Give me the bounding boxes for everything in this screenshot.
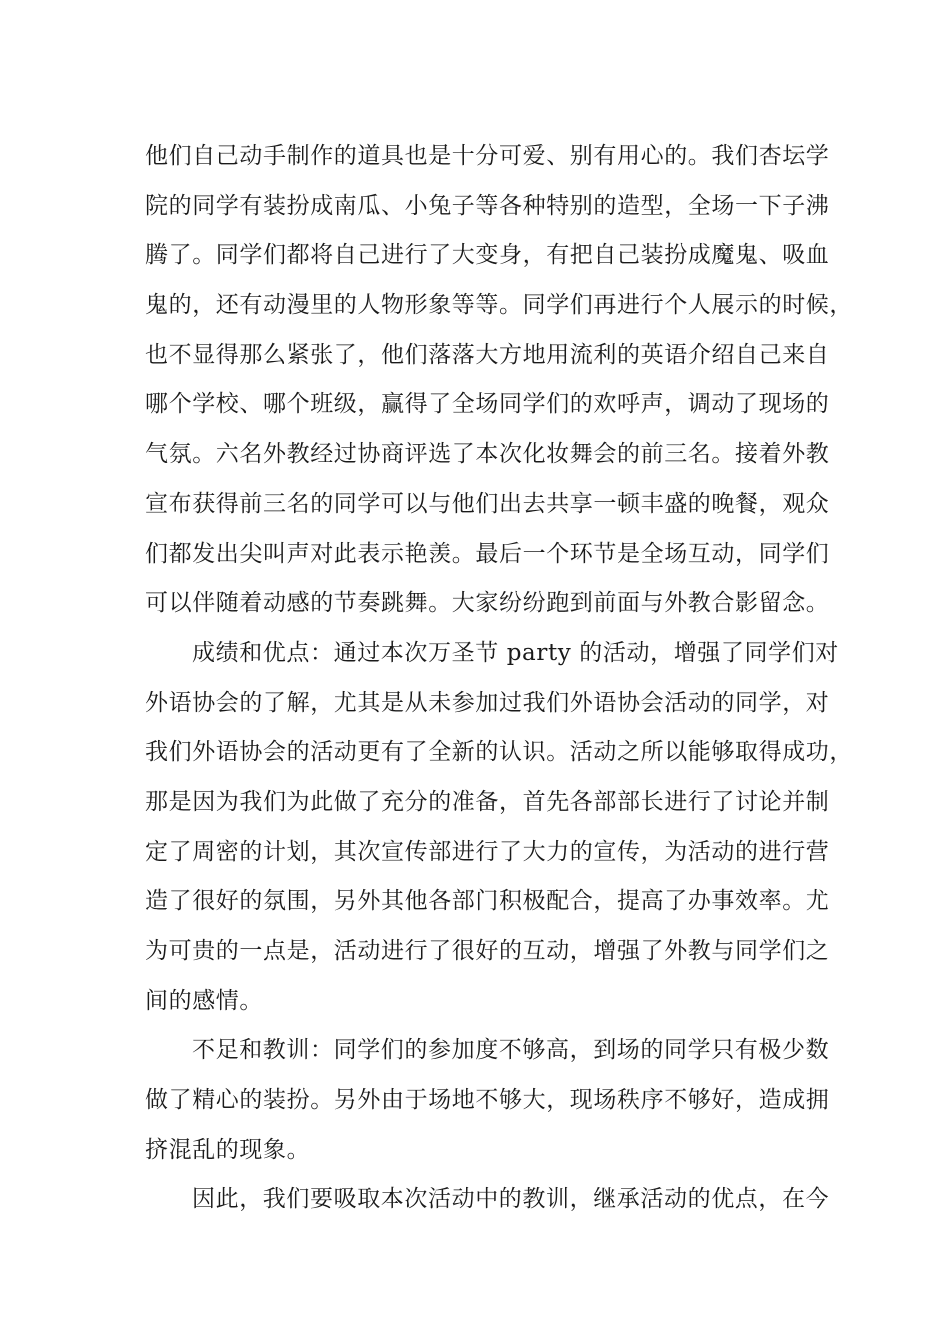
text-line: 可以伴随着动感的节奏跳舞。大家纷纷跑到前面与外教合影留念。 [145,590,830,617]
text-line: 挤混乱的现象。 [145,1136,311,1163]
text-line: 成绩和优点：通过本次万圣节 party 的活动，增强了同学们对 [192,639,839,666]
text-line: 气氛。六名外教经过协商评选了本次化妆舞会的前三名。接着外教 [145,441,830,468]
document-body [145,132,853,1225]
text-line: 定了周密的计划，其次宣传部进行了大力的宣传，为活动的进行营 [145,838,830,865]
text-line: 也不显得那么紧张了，他们落落大方地用流利的英语介绍自己来自 [145,341,830,368]
text-line: 宣布获得前三名的同学可以与他们出去共享一顿丰盛的晚餐，观众 [145,490,830,517]
text-line: 不足和教训：同学们的参加度不够高，到场的同学只有极少数 [192,1037,830,1064]
text-line: 做了精心的装扮。另外由于场地不够大，现场秩序不够好，造成拥 [145,1087,830,1114]
text-line: 他们自己动手制作的道具也是十分可爱、别有用心的。我们杏坛学 [145,143,830,169]
paragraph-achievements [145,629,853,1027]
paragraph-activity-description [145,132,853,629]
text-line: 外语协会的了解，尤其是从未参加过我们外语协会活动的同学，对 [145,689,830,716]
text-line: 我们外语协会的活动更有了全新的认识。活动之所以能够取得成功， [145,739,853,766]
text-line: 院的同学有装扮成南瓜、小兔子等各种特别的造型，全场一下子沸 [145,192,830,219]
paragraph-conclusion [145,1175,835,1225]
text-line: 因此，我们要吸取本次活动中的教训，继承活动的优点，在今 [192,1186,830,1213]
text-line: 腾了。同学们都将自己进行了大变身，有把自己装扮成魔鬼、吸血 [145,242,830,269]
text-line: 那是因为我们为此做了充分的准备，首先各部部长进行了讨论并制 [145,788,830,815]
text-line: 间的感情。 [145,987,263,1014]
text-line: 造了很好的氛围，另外其他各部门积极配合，提高了办事效率。尤 [145,888,830,915]
text-line: 们都发出尖叫声对此表示艳羡。最后一个环节是全场互动，同学们 [145,540,830,567]
paragraph-shortcomings [145,1026,835,1175]
text-line: 鬼的，还有动漫里的人物形象等等。同学们再进行个人展示的时候， [145,292,853,319]
text-line: 为可贵的一点是，活动进行了很好的互动，增强了外教与同学们之 [145,938,830,964]
text-line: 哪个学校、哪个班级，赢得了全场同学们的欢呼声，调动了现场的 [145,391,830,418]
